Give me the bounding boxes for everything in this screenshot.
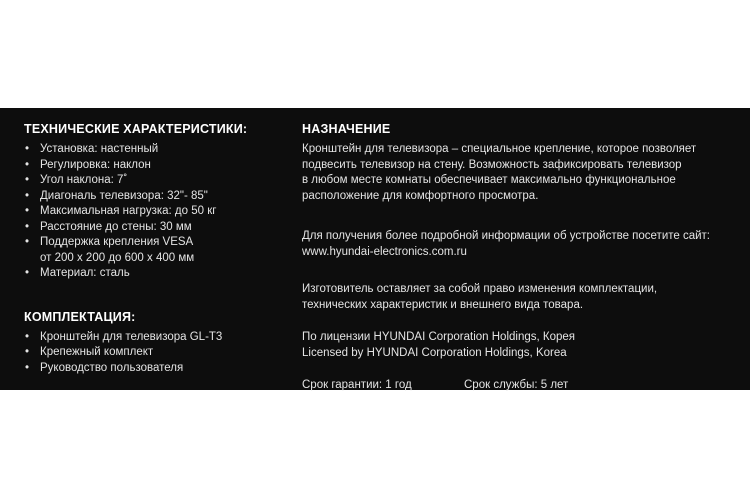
list-item — [24, 330, 284, 346]
list-item — [24, 189, 284, 205]
list-item-text: Крепежный комплект — [40, 346, 154, 358]
service-life: Срок службы: 5 лет — [464, 379, 569, 391]
list-item-text: Установка: настенный — [40, 143, 159, 155]
list-item — [24, 345, 284, 361]
manufacturer-notice — [302, 282, 742, 313]
bullet-icon: • — [25, 174, 30, 186]
text-line: Licensed by HYUNDAI Corporation Holdings, Korea — [302, 346, 567, 359]
list-item-text: Кронштейн для телевизора GL-T3 — [40, 330, 223, 343]
vesa-range-text: от 200 х 200 до 600 х 400 мм — [40, 251, 195, 264]
list-item — [24, 266, 284, 282]
list-item — [24, 361, 284, 377]
text-line: в любом месте комнаты обеспечивает максимально функциональное — [302, 174, 676, 186]
text-line: технических характеристик и внешнего вида товара. — [302, 298, 584, 311]
left-column — [24, 122, 284, 376]
bullet-icon: • — [25, 205, 30, 217]
list-item — [24, 158, 284, 174]
tech-specs-heading: ТЕХНИЧЕСКИЕ ХАРАКТЕРИСТИКИ: — [24, 122, 248, 136]
bullet-icon: • — [25, 330, 30, 343]
list-item-text: Материал: сталь — [40, 267, 130, 279]
text-line: Для получения более подробной информации об устройстве посетите сайт: — [302, 230, 711, 242]
text-line: расположение для комфортного просмотра. — [302, 189, 539, 202]
list-item — [24, 220, 284, 236]
bullet-icon: • — [25, 346, 30, 358]
license-notice — [302, 330, 742, 361]
purpose-heading: НАЗНАЧЕНИЕ — [302, 122, 391, 136]
bullet-icon: • — [25, 143, 30, 155]
list-item-text: Расстояние до стены: 30 мм — [40, 220, 192, 233]
more-info-text — [302, 229, 742, 260]
text-line: По лицензии HYUNDAI Corporation Holdings, Корея — [302, 331, 575, 343]
kit-list — [24, 330, 284, 377]
warranty-row — [302, 378, 742, 394]
bullet-icon: • — [25, 158, 30, 171]
list-item-text: Максимальная нагрузка: до 50 кг — [40, 205, 217, 217]
list-item-text: Поддержка крепления VESA — [40, 236, 194, 248]
kit-section — [24, 310, 284, 377]
list-item — [24, 142, 284, 158]
website-url: www.hyundai-electronics.com.ru — [302, 245, 467, 258]
list-item — [24, 204, 284, 220]
text-line: Изготовитель оставляет за собой право изменения комплектации, — [302, 283, 658, 295]
tech-specs-list — [24, 142, 284, 282]
list-item-text: Руководство пользователя — [40, 361, 184, 374]
list-item-text: Угол наклона: 7˚ — [40, 174, 128, 186]
spec-panel — [0, 108, 750, 390]
text-line: подвесить телевизор на стену. Возможность зафиксировать телевизор — [302, 158, 682, 171]
text-line: Кронштейн для телевизора – специальное крепление, которое позволяет — [302, 143, 697, 155]
list-item-text: Регулировка: наклон — [40, 158, 151, 171]
bullet-icon: • — [25, 189, 30, 202]
bullet-icon: • — [25, 361, 30, 374]
list-item — [24, 173, 284, 189]
warranty-period: Срок гарантии: 1 год — [302, 379, 412, 391]
list-item-text: Диагональ телевизора: 32"- 85" — [40, 189, 208, 202]
kit-heading: КОМПЛЕКТАЦИЯ: — [24, 309, 136, 324]
bullet-icon: • — [25, 220, 30, 233]
list-item — [24, 235, 284, 266]
right-column — [302, 122, 742, 394]
bullet-icon: • — [25, 236, 30, 248]
bullet-icon: • — [25, 267, 30, 279]
purpose-description — [302, 142, 742, 204]
